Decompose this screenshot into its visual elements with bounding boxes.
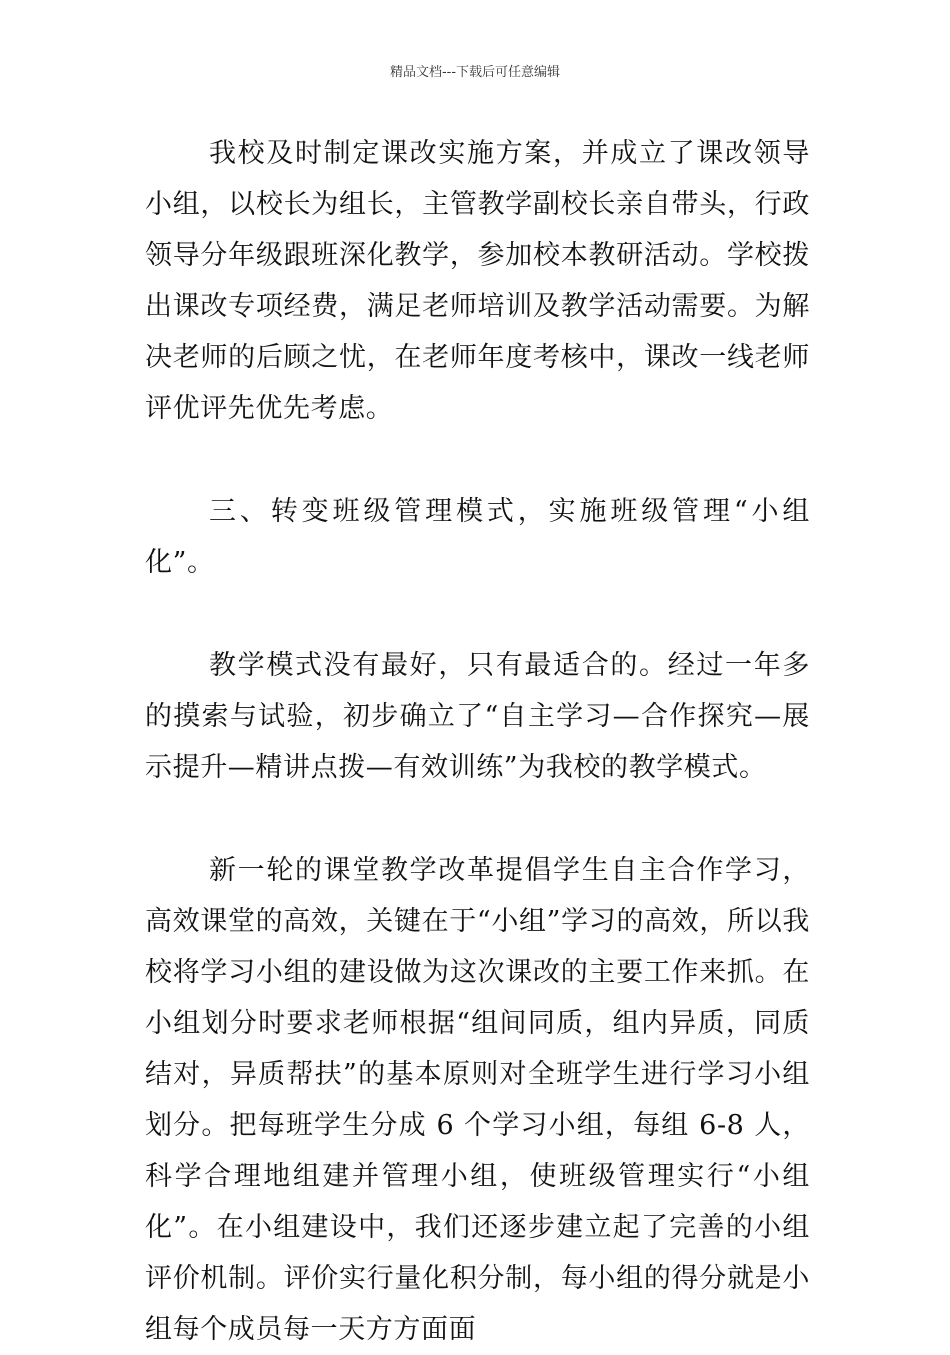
paragraph-leadership: 我校及时制定课改实施方案，并成立了课改领导小组，以校长为组长，主管教学副校长亲自带头，行政领导分年级跟班深化教学，参加校本教研活动。学校拨出课改专项经费，满足老师培训及教学活动需要。为解决老师的后顾之忧，在老师年度考核中，课改一线老师评优评先优先考虑。 bbox=[145, 138, 810, 424]
page-header: 精品文档---下载后可任意编辑 bbox=[389, 65, 561, 80]
paragraph-teaching-model: 教学模式没有最好，只有最适合的。经过一年多的摸索与试验，初步确立了“自主学习—合作探究—展示提升—精讲点拨—有效训练”为我校的教学模式。 bbox=[145, 650, 810, 783]
paragraph-spacer bbox=[145, 793, 810, 845]
section-heading: 三、转变班级管理模式，实施班级管理“小组化”。 bbox=[145, 496, 810, 578]
document-body bbox=[145, 128, 810, 1355]
paragraph-spacer bbox=[145, 588, 810, 640]
paragraph-group-building: 新一轮的课堂教学改革提倡学生自主合作学习，高效课堂的高效，关键在于“小组”学习的高效，所以我校将学习小组的建设做为这次课改的主要工作来抓。在小组划分时要求老师根据“组间同质，组内异质，同质结对，异质帮扶”的基本原则对全班学生进行学习小组划分。把每班学生分成 6 个学习小组，每组 6-8 人，科学合理地组建并管理小组，使班级管理实行“小组化”。在小组建设中，我们还逐步建立起了完善的小组评价机制。评价实行量化积分制，每小组的得分就是小组每个成员每一天方方面面 bbox=[145, 855, 810, 1345]
paragraph-spacer bbox=[145, 434, 810, 486]
